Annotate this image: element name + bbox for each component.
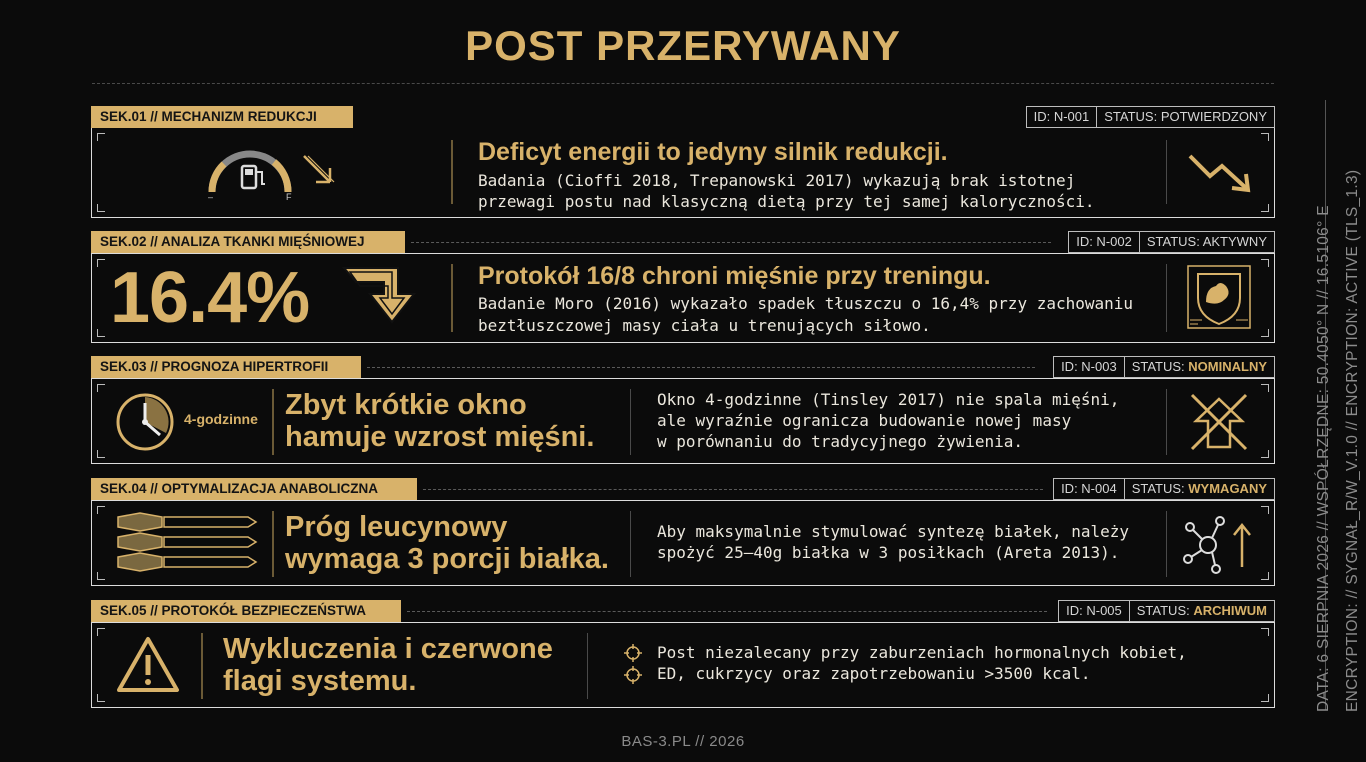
section-analiza-tkanki xyxy=(91,231,1275,343)
bullet-text: Post niezalecany przy zaburzeniach hormonalnych kobiet, xyxy=(657,643,1187,662)
bullet-text: ED, cukrzycy oraz zapotrzebowaniu >3500 kcal. xyxy=(657,664,1091,683)
section-text: Okno 4-godzinne (Tinsley 2017) nie spala mięśni, ale wyraźnie ogranicza budowanie nowej masy w porównaniu do tradycyjnego żywienia. xyxy=(657,390,1120,451)
section-id: ID: N-003 xyxy=(1061,359,1117,374)
status-value: WYMAGANY xyxy=(1188,481,1267,496)
section-tag: SEK.04 // OPTYMALIZACJA ANABOLICZNA xyxy=(91,478,417,500)
blocked-growth-icon xyxy=(1188,391,1250,453)
clock-icon xyxy=(114,391,176,453)
section-text: Badanie Moro (2016) wykazało spadek tłuszczu o 16,4% przy zachowaniu beztłuszczowej masy ciała u trenujących siłowo. xyxy=(478,294,1134,335)
section-optymalizacja xyxy=(91,478,1275,590)
section-heading: Próg leucynowy wymaga 3 porcji białka. xyxy=(285,511,609,575)
section-tag: SEK.02 // ANALIZA TKANKI MIĘŚNIOWEJ xyxy=(91,231,405,253)
section-status: STATUS: POTWIERDZONY xyxy=(1096,107,1274,127)
layers-icon xyxy=(116,511,260,577)
section-heading: Deficyt energii to jedyny silnik redukcji. xyxy=(478,138,948,166)
section-meta xyxy=(1053,478,1275,500)
status-value: AKTYWNY xyxy=(1202,234,1267,249)
status-value: ARCHIWUM xyxy=(1193,603,1267,618)
section-tag: SEK.01 // MECHANIZM REDUKCJI xyxy=(91,106,353,128)
section-status: STATUS: NOMINALNY xyxy=(1124,357,1274,377)
section-meta xyxy=(1068,231,1275,253)
section-tag: SEK.05 // PROTOKÓŁ BEZPIECZEŃSTWA xyxy=(91,600,401,622)
fuel-gauge-icon xyxy=(204,140,344,202)
section-status: STATUS: WYMAGANY xyxy=(1124,479,1274,499)
section-meta xyxy=(1026,106,1275,128)
section-status: STATUS: ARCHIWUM xyxy=(1129,601,1274,621)
section-text: Badania (Cioffi 2018, Trepanowski 2017) wykazują brak istotnej przewagi postu nad klasyczną dietą przy tej samej kaloryczności. xyxy=(478,171,1095,211)
warning-icon xyxy=(116,635,180,695)
section-meta xyxy=(1053,356,1275,378)
crosshair-icon xyxy=(624,666,642,684)
section-heading: Zbyt krótkie okno hamuje wzrost mięśni. xyxy=(285,389,595,453)
section-id: ID: N-002 xyxy=(1076,234,1132,249)
section-heading: Protokół 16/8 chroni mięśnie przy treningu. xyxy=(478,262,991,290)
svg-text:–: – xyxy=(208,192,214,202)
status-value: POTWIERDZONY xyxy=(1160,109,1267,124)
section-status: STATUS: AKTYWNY xyxy=(1139,232,1274,252)
section-mechanizm-redukcji xyxy=(91,106,1275,218)
page-title: POST PRZERYWANY xyxy=(465,22,901,69)
big-stat: 16.4% xyxy=(110,258,310,338)
section-protokol-bezpieczenstwa xyxy=(91,600,1275,712)
section-heading: Wykluczenia i czerwone flagi systemu. xyxy=(223,633,553,697)
section-meta xyxy=(1058,600,1275,622)
title-divider xyxy=(92,83,1274,84)
svg-text:F: F xyxy=(286,192,292,202)
side-metadata-encryption: ENCRYPTION: // SYGNAŁ_R/W_V.1.0 // ENCRYPTION: ACTIVE (TLS_1.3) xyxy=(1344,169,1361,712)
section-id: ID: N-004 xyxy=(1061,481,1117,496)
status-value: NOMINALNY xyxy=(1188,359,1267,374)
molecule-up-icon xyxy=(1182,513,1254,575)
muscle-shield-icon xyxy=(1184,264,1254,330)
crosshair-icon xyxy=(624,644,642,662)
down-arrow-icon xyxy=(342,264,428,328)
footer: BAS-3.PL // 2026 xyxy=(621,733,745,750)
section-prognoza-hipertrofii xyxy=(91,356,1275,468)
side-metadata-date: DATA: 6 SIERPNIA 2026 // WSPÓŁRZĘDNE: 50.4050° N // 16.5106° E xyxy=(1315,205,1332,712)
trend-down-icon xyxy=(1186,148,1254,196)
clock-label: 4-godzinne xyxy=(184,411,258,427)
section-id: ID: N-005 xyxy=(1066,603,1122,618)
section-text: Aby maksymalnie stymulować syntezę białek, należy spożyć 25–40g białka w 3 posiłkach (Areta 2013). xyxy=(657,522,1130,562)
section-id: ID: N-001 xyxy=(1033,109,1090,124)
section-tag: SEK.03 // PROGNOZA HIPERTROFII xyxy=(91,356,361,378)
